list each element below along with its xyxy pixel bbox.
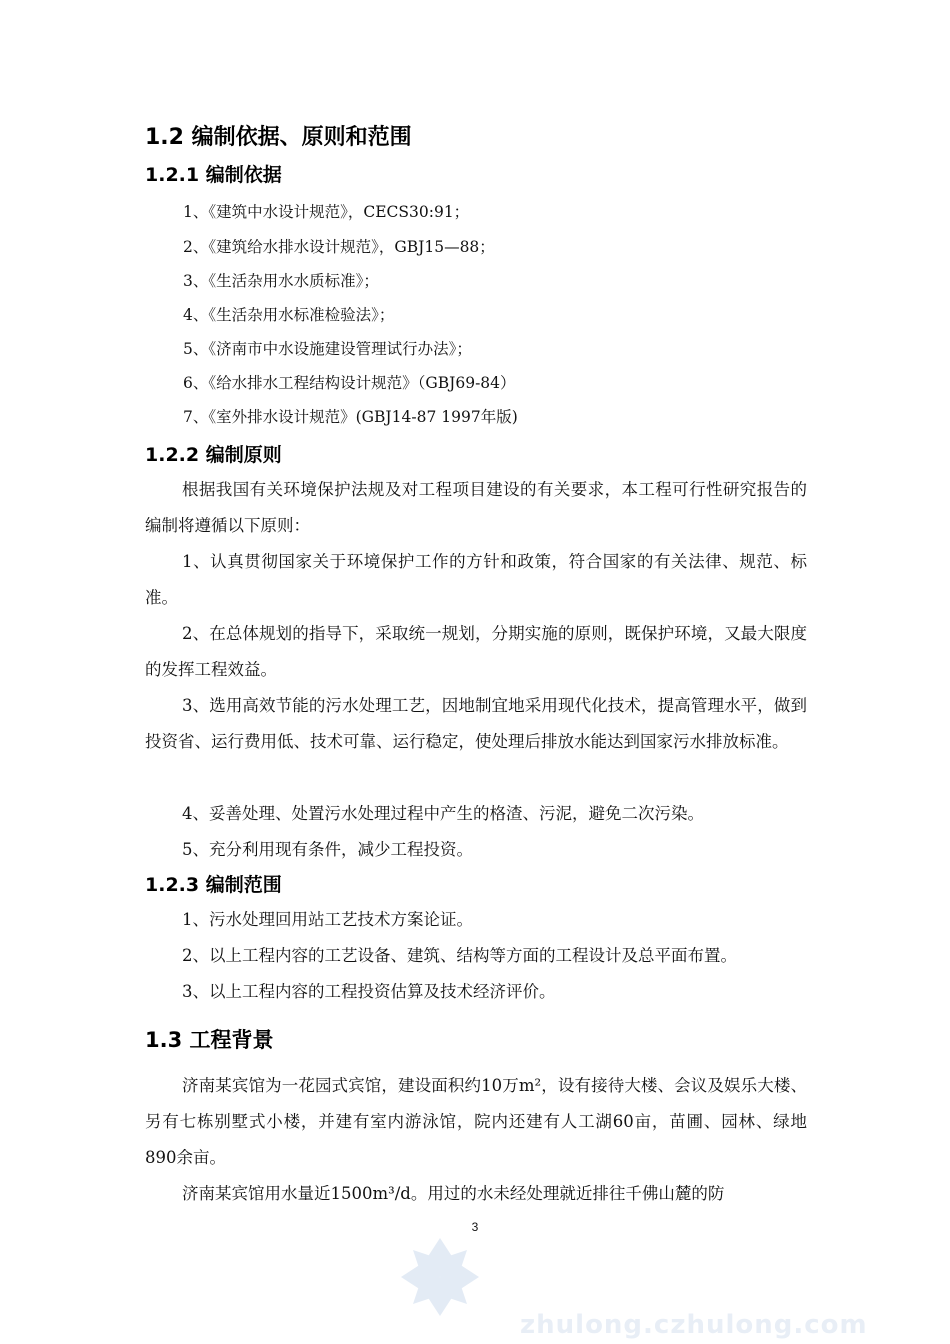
section-heading-1-2: 1.2 编制依据、原则和范围 — [145, 125, 412, 150]
basis-item: 5、《济南市中水设施建设管理试行办法》； — [183, 340, 472, 358]
scope-item: 2、以上工程内容的工艺设备、建筑、结构等方面的工程设计及总平面布置。 — [182, 946, 737, 965]
section-heading-1-3: 1.3 工程背景 — [145, 1028, 274, 1052]
principle-paragraph: 4、妥善处理、处置污水处理过程中产生的格渣、污泥，避免二次污染。 — [182, 804, 704, 823]
basis-item: 1、《建筑中水设计规范》，CECS30:91； — [183, 203, 470, 221]
watermark-snowflake-icon — [395, 1232, 485, 1322]
principle-paragraph: 5、充分利用现有条件，减少工程投资。 — [182, 840, 473, 859]
basis-item: 4、《生活杂用水标准检验法》； — [183, 306, 395, 324]
principle-paragraph: 3、选用高效节能的污水处理工艺，因地制宜地采用现代化技术，提高管理水平，做到投资省、运行费用低、技术可靠、运行稳定，使处理后排放水能达到国家污水排放标准。 — [145, 696, 807, 751]
basis-item: 2、《建筑给水排水设计规范》，GBJ15—88； — [183, 238, 495, 256]
basis-item: 6、《给水排水工程结构设计规范》（GBJ69-84） — [183, 374, 516, 392]
scope-item: 1、污水处理回用站工艺技术方案论证。 — [182, 910, 473, 929]
page-number: 3 — [471, 1220, 479, 1234]
subsection-heading-basis: 1.2.1 编制依据 — [145, 164, 282, 186]
watermark-text: zhulong.czhulong.com — [520, 1310, 868, 1340]
principle-paragraph: 1、认真贯彻国家关于环境保护工作的方针和政策，符合国家的有关法律、规范、标准。 — [145, 552, 807, 607]
subsection-heading-scope: 1.2.3 编制范围 — [145, 874, 282, 896]
basis-item: 7、《室外排水设计规范》(GBJ14-87 1997年版) — [183, 408, 518, 426]
principle-paragraph: 2、在总体规划的指导下，采取统一规划，分期实施的原则，既保护环境，又最大限度的发挥工程效益。 — [145, 624, 807, 679]
background-paragraph: 济南某宾馆用水量近1500m³/d。用过的水未经处理就近排往千佛山麓的防 — [182, 1184, 725, 1203]
subsection-heading-principles: 1.2.2 编制原则 — [145, 444, 282, 466]
background-paragraph: 济南某宾馆为一花园式宾馆，建设面积约10万m²，设有接待大楼、会议及娱乐大楼、另有七栋别墅式小楼，并建有室内游泳馆，院内还建有人工湖60亩，苗圃、园林、绿地890余亩。 — [145, 1076, 807, 1167]
principles-intro-paragraph: 根据我国有关环境保护法规及对工程项目建设的有关要求，本工程可行性研究报告的编制将遵循以下原则： — [145, 480, 807, 535]
scope-item: 3、以上工程内容的工程投资估算及技术经济评价。 — [182, 982, 556, 1001]
basis-item: 3、《生活杂用水水质标准》； — [183, 272, 379, 290]
